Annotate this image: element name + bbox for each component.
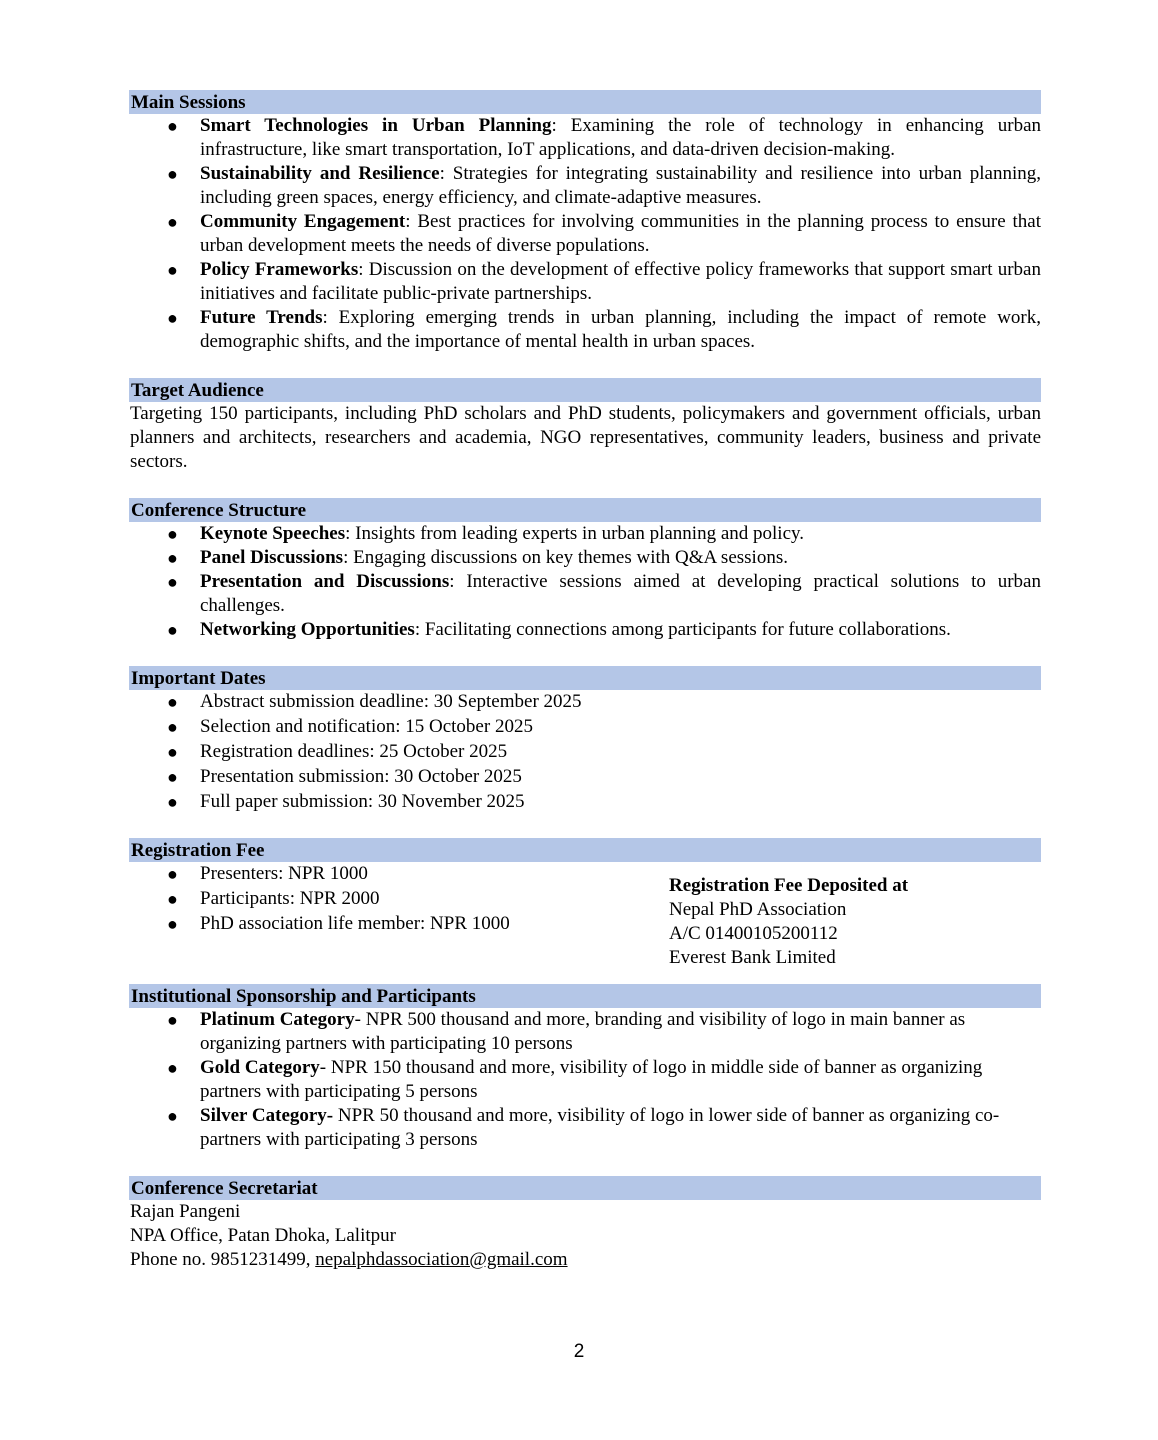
bullet-icon: ● bbox=[167, 260, 178, 280]
page-number: 2 bbox=[573, 1341, 585, 1362]
bullet-icon: ● bbox=[167, 212, 178, 232]
target-audience-text: Targeting 150 participants, including PhD scholars and PhD students, policymakers and government officials, urban planners and architects, researchers and academia, NGO representatives, community leaders, business and private sectors. bbox=[130, 403, 1041, 472]
main-sessions-heading: Main Sessions bbox=[129, 90, 1041, 114]
bullet-icon: ● bbox=[167, 742, 178, 762]
bullet-icon: ● bbox=[167, 1010, 178, 1030]
email-link[interactable]: nepalphdassociation@gmail.com bbox=[315, 1249, 568, 1270]
bullet-icon: ● bbox=[167, 524, 178, 544]
deposit-account: A/C 01400105200112 bbox=[669, 923, 838, 944]
deposit-heading: Registration Fee Deposited at bbox=[669, 875, 909, 896]
list-item: ● Selection and notification: 15 October 2025 bbox=[167, 716, 533, 737]
bullet-icon: ● bbox=[167, 717, 178, 737]
list-item: ● Silver Category- NPR 50 thousand and more, visibility of logo in lower side of banner as organizing co-partners with participating 3 persons bbox=[167, 1105, 1000, 1150]
important-dates-heading: Important Dates bbox=[129, 666, 1041, 690]
deposit-bank: Everest Bank Limited bbox=[669, 947, 836, 968]
secretariat-heading: Conference Secretariat bbox=[129, 1176, 1041, 1200]
list-item: ● Presenters: NPR 1000 bbox=[167, 863, 368, 884]
list-item: ● Registration deadlines: 25 October 2025 bbox=[167, 741, 508, 762]
list-item: ● Presentation and Discussions: Interactive sessions aimed at developing practical solutions to urban challenges. bbox=[167, 571, 1041, 616]
sponsorship-list bbox=[129, 1008, 1041, 1152]
bullet-icon: ● bbox=[167, 308, 178, 328]
registration-fee-heading: Registration Fee bbox=[129, 838, 1041, 862]
bullet-icon: ● bbox=[167, 116, 178, 136]
bullet-icon: ● bbox=[167, 1058, 178, 1078]
bullet-icon: ● bbox=[167, 889, 178, 909]
secretariat-phone: Phone no. 9851231499, bbox=[130, 1249, 316, 1270]
bullet-icon: ● bbox=[167, 767, 178, 787]
list-item: ● Smart Technologies in Urban Planning: Examining the role of technology in enhancing urban infrastructure, like smart transportation, IoT applications, and data-driven decision-making. bbox=[167, 115, 1042, 160]
list-item: ● Abstract submission deadline: 30 September 2025 bbox=[167, 691, 582, 712]
bullet-icon: ● bbox=[167, 548, 178, 568]
secretariat-name: Rajan Pangeni bbox=[130, 1201, 241, 1222]
list-item: ● Sustainability and Resilience: Strategies for integrating sustainability and resilience into urban planning, including green spaces, energy efficiency, and climate-adaptive measures. bbox=[167, 163, 1041, 208]
list-item: ● PhD association life member: NPR 1000 bbox=[167, 913, 510, 934]
list-item: ● Gold Category- NPR 150 thousand and more, visibility of logo in middle side of banner as organizing partners with participating 5 persons bbox=[167, 1057, 983, 1102]
bullet-icon: ● bbox=[167, 164, 178, 184]
bullet-icon: ● bbox=[167, 620, 178, 640]
sponsorship-heading: Institutional Sponsorship and Participants bbox=[129, 984, 1041, 1008]
list-item: ● Presentation submission: 30 October 2025 bbox=[167, 766, 522, 787]
bullet-icon: ● bbox=[167, 864, 178, 884]
list-item: ● Platinum Category- NPR 500 thousand and more, branding and visibility of logo in main banner as organizing partners with participating 10 persons bbox=[167, 1009, 966, 1054]
conference-structure-heading: Conference Structure bbox=[129, 498, 1041, 522]
registration-fee-section bbox=[129, 862, 1041, 984]
bullet-icon: ● bbox=[167, 692, 178, 712]
secretariat-address: NPA Office, Patan Dhoka, Lalitpur bbox=[130, 1225, 396, 1246]
list-item: ● Future Trends: Exploring emerging trends in urban planning, including the impact of remote work, demographic shifts, and the importance of mental health in urban spaces. bbox=[167, 307, 1041, 352]
list-item: ● Keynote Speeches: Insights from leading experts in urban planning and policy. bbox=[167, 523, 805, 544]
list-item: ● Panel Discussions: Engaging discussions on key themes with Q&A sessions. bbox=[167, 547, 788, 568]
registration-fee-list bbox=[129, 862, 649, 937]
important-dates-list bbox=[129, 690, 1041, 814]
bullet-icon: ● bbox=[167, 914, 178, 934]
secretariat-contact bbox=[129, 1248, 1041, 1272]
list-item: ● Participants: NPR 2000 bbox=[167, 888, 380, 909]
list-item: ● Policy Frameworks: Discussion on the development of effective policy frameworks that support smart urban initiatives and facilitate public-private partnerships. bbox=[167, 259, 1041, 304]
deposit-name: Nepal PhD Association bbox=[669, 899, 847, 920]
list-item: ● Community Engagement: Best practices for involving communities in the planning process to ensure that urban development meets the needs of diverse populations. bbox=[167, 211, 1041, 256]
bullet-icon: ● bbox=[167, 1106, 178, 1126]
list-item: ● Networking Opportunities: Facilitating connections among participants for future collaborations. bbox=[167, 619, 951, 640]
target-audience-heading: Target Audience bbox=[129, 378, 1041, 402]
bullet-icon: ● bbox=[167, 792, 178, 812]
document-page bbox=[129, 90, 1041, 1272]
bullet-icon: ● bbox=[167, 572, 178, 592]
conference-structure-list bbox=[129, 522, 1041, 642]
deposit-info bbox=[669, 874, 908, 970]
main-sessions-list bbox=[129, 114, 1041, 354]
list-item: ● Full paper submission: 30 November 2025 bbox=[167, 791, 525, 812]
